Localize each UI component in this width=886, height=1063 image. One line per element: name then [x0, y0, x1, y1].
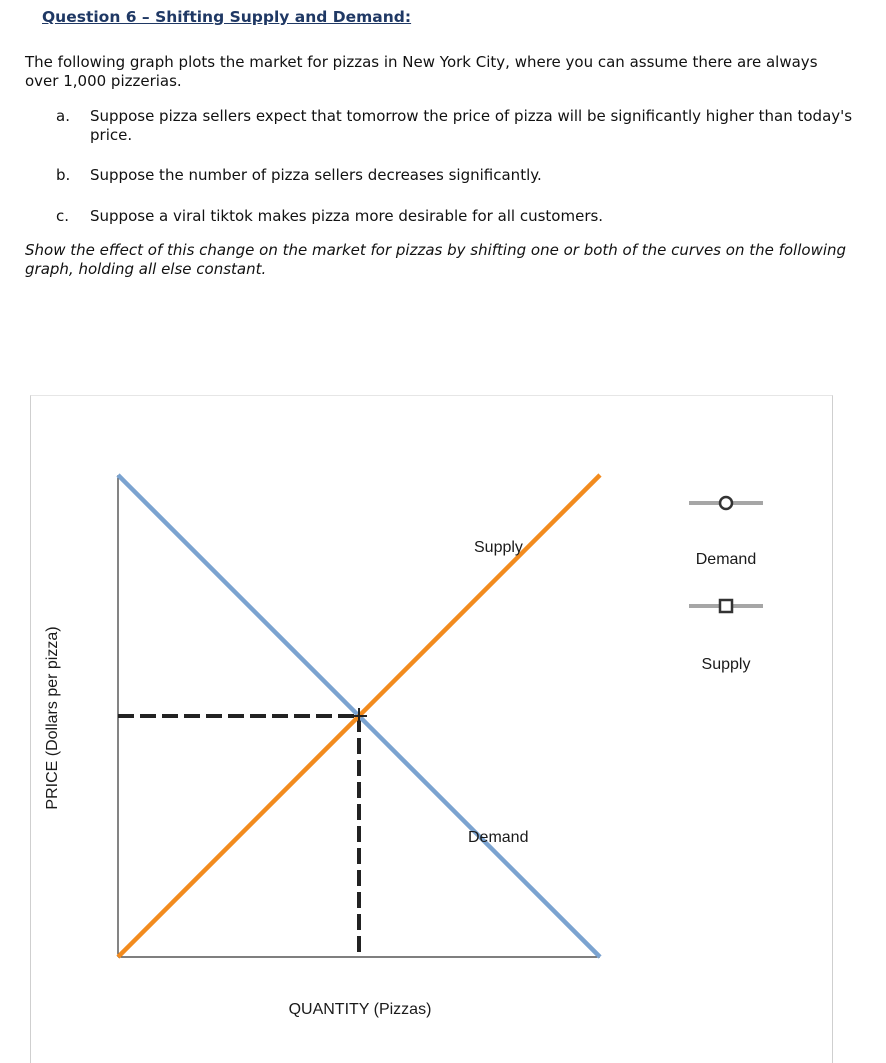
- legend-supply[interactable]: [689, 600, 763, 673]
- supply-curve-label: Supply: [474, 539, 523, 556]
- item-text: Suppose a viral tiktok makes pizza more desirable for all customers.: [90, 207, 604, 225]
- item-text: Suppose pizza sellers expect that tomorrow the price of pizza will be significantly higher than today's price.: [90, 107, 853, 144]
- legend-demand-label: Demand: [695, 551, 757, 568]
- legend-supply-label: Supply: [701, 656, 751, 673]
- x-axis-label: QUANTITY (Pizzas): [288, 1001, 432, 1018]
- square-handle-icon[interactable]: [720, 600, 732, 612]
- item-letter: c.: [56, 207, 70, 225]
- instruction: Show the effect of this change on the market for pizzas by shifting one or both of the curves on the following graph, holding all else constant.: [25, 241, 847, 278]
- question-intro: The following graph plots the market for pizzas in New York City, where you can assume there are always over 1,000 pizzerias.: [25, 53, 818, 90]
- item-text: Suppose the number of pizza sellers decreases significantly.: [90, 166, 542, 184]
- item-letter: b.: [56, 166, 71, 184]
- demand-curve-label: Demand: [468, 829, 529, 846]
- question-title: Question 6 – Shifting Supply and Demand:: [42, 8, 412, 26]
- legend-demand[interactable]: [689, 497, 763, 568]
- item-letter: a.: [56, 107, 70, 125]
- circle-handle-icon[interactable]: [720, 497, 732, 509]
- y-axis-label: PRICE (Dollars per pizza): [44, 626, 61, 810]
